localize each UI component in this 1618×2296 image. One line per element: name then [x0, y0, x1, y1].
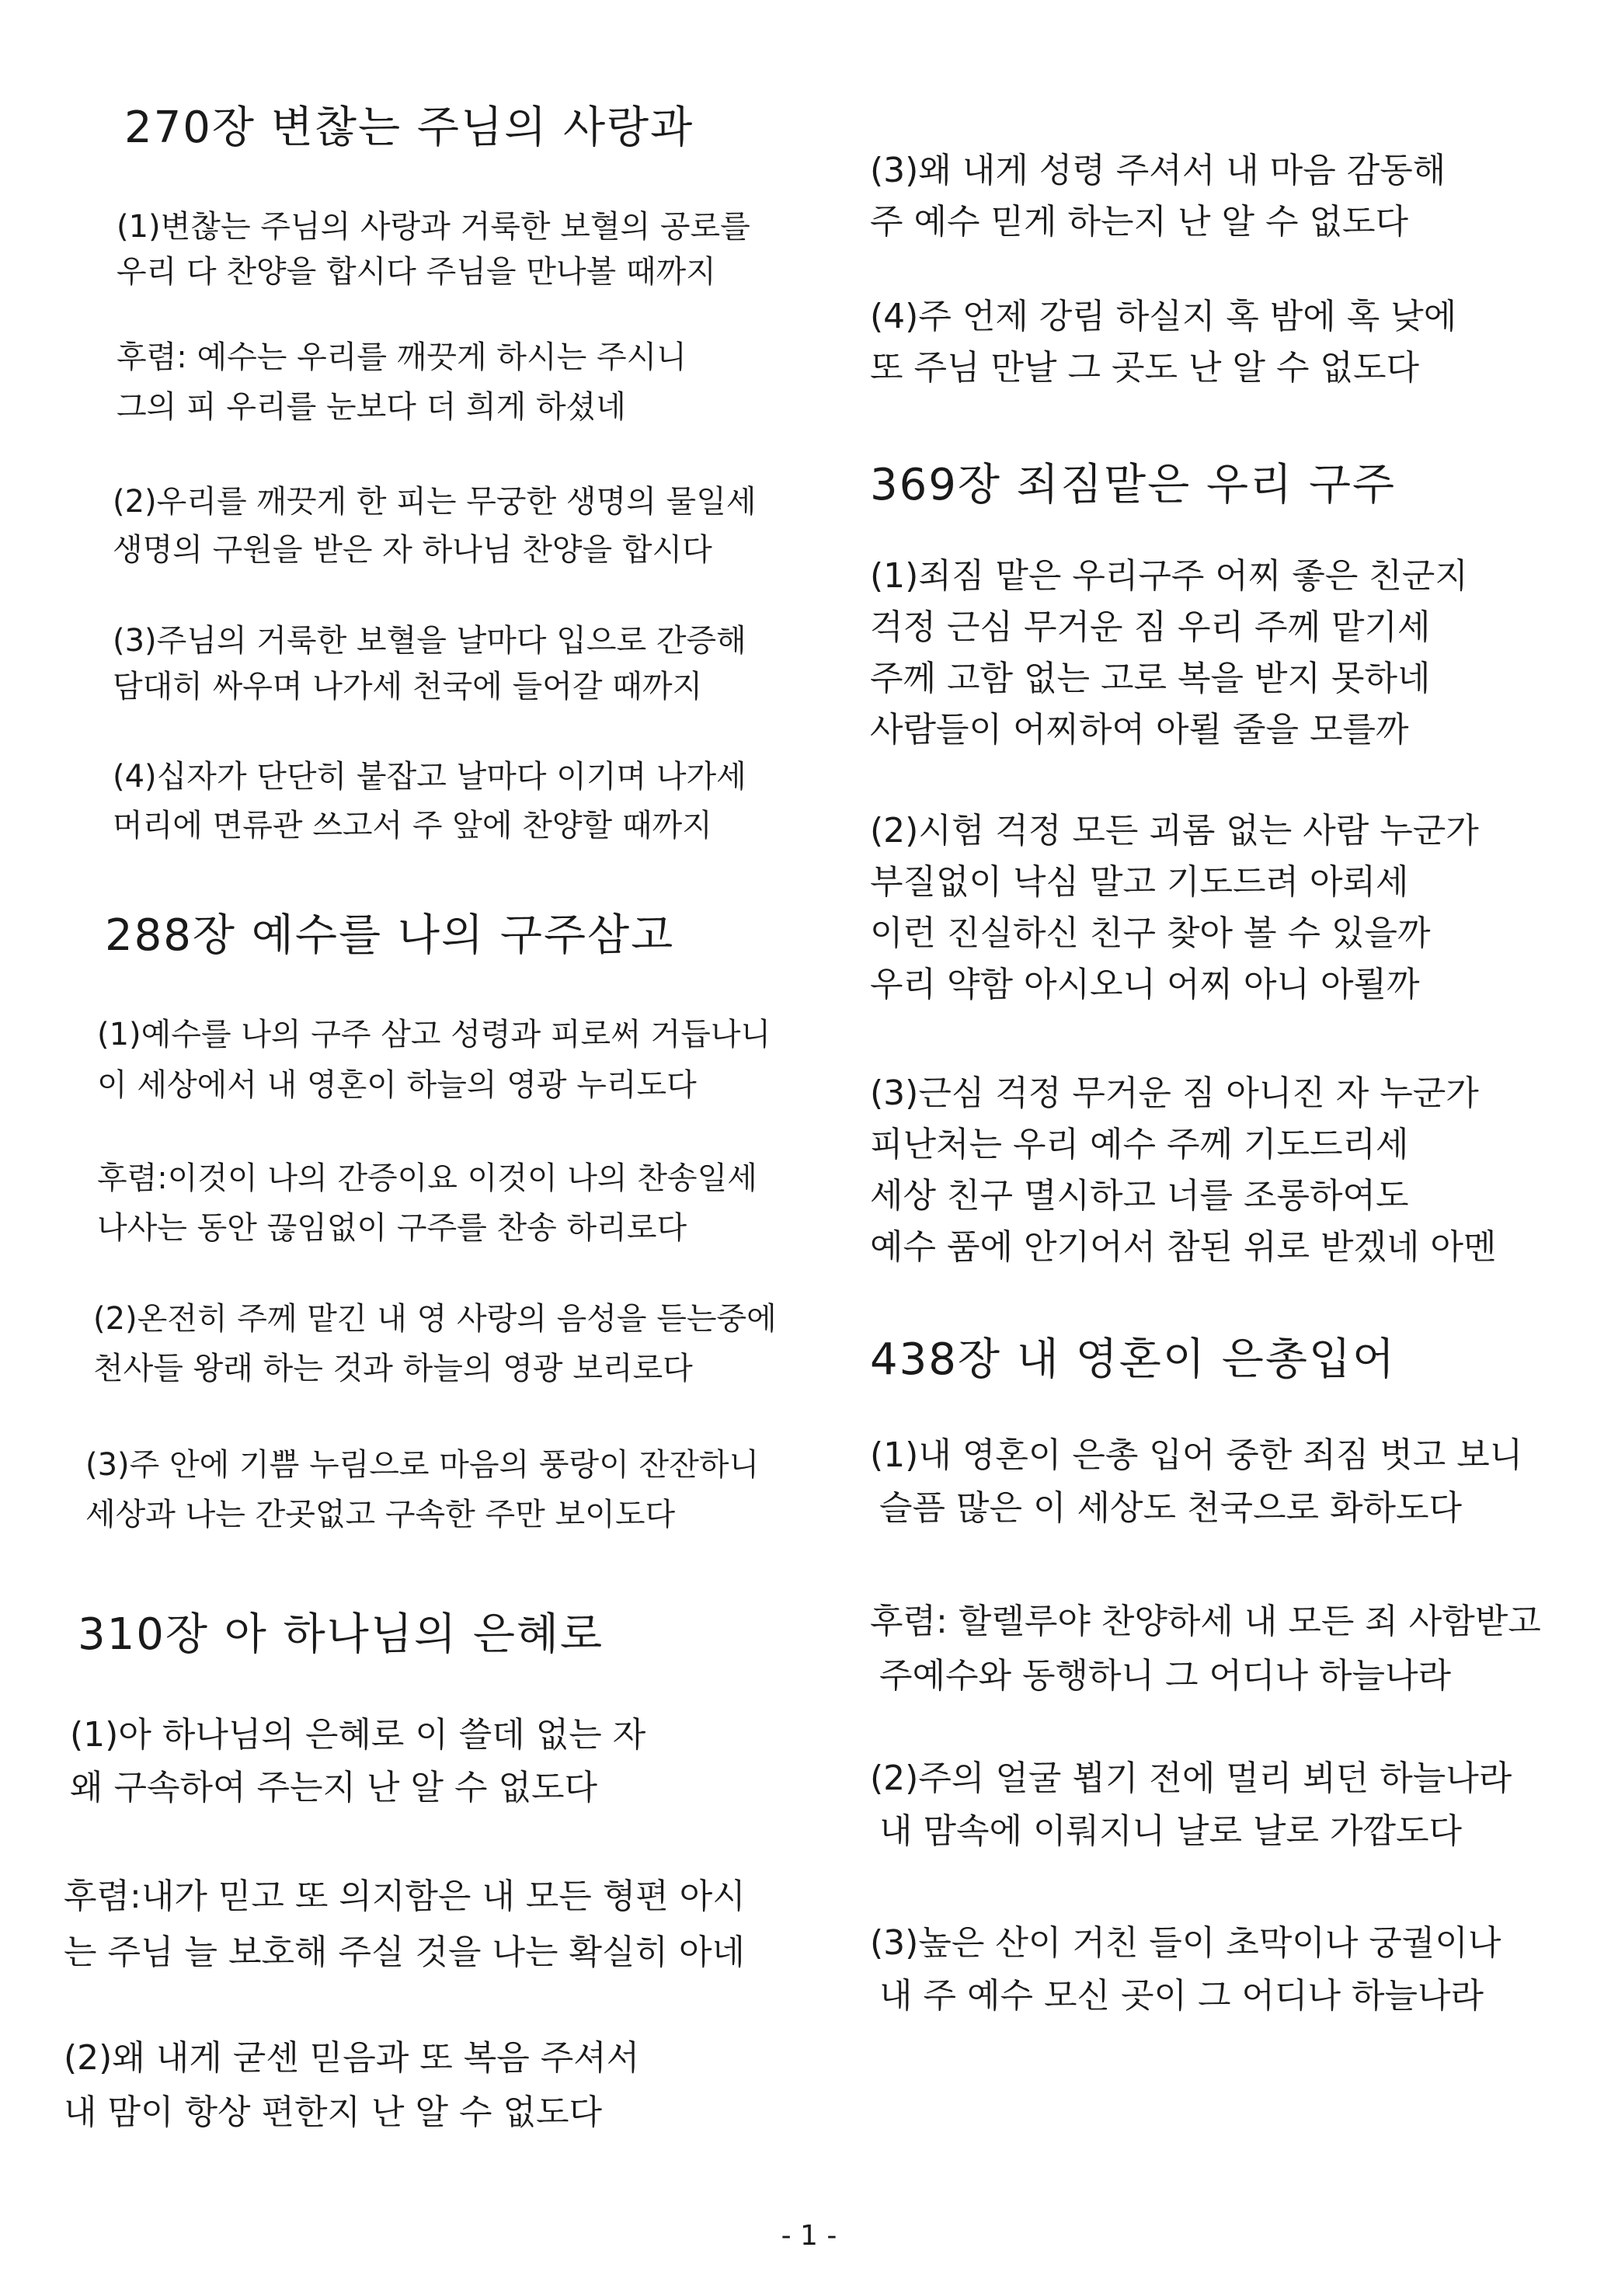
- hymn-369-verse-3-line-3: 세상 친구 멸시하고 너를 조롱하여도: [870, 1176, 1409, 1216]
- hymn-title-270: 270장 변찮는 주님의 사랑과: [124, 103, 694, 153]
- hymn-270-verse-3-line-2: 담대히 싸우며 나가세 천국에 들어갈 때까지: [113, 669, 703, 704]
- hymn-438-verse-3-line-2: 내 주 예수 모신 곳이 그 어디나 하늘나라: [879, 1976, 1484, 2016]
- hymn-270-verse-3-line-1: (3)주님의 거룩한 보혈을 날마다 입으로 간증해: [113, 623, 746, 659]
- hymn-288-chorus-line-1: 후렴:이것이 나의 간증이요 이것이 나의 찬송일세: [97, 1160, 757, 1196]
- hymn-369-verse-1-line-2: 걱정 근심 무거운 짐 우리 주께 맡기세: [870, 607, 1431, 647]
- hymn-310-verse-1-line-1: (1)아 하나님의 은혜로 이 쓸데 없는 자: [70, 1715, 646, 1755]
- hymn-288-verse-3-line-1: (3)주 안에 기쁨 누림으로 마음의 풍랑이 잔잔하니: [85, 1447, 760, 1483]
- hymn-288-verse-3-line-2: 세상과 나는 간곳없고 구속한 주만 보이도다: [85, 1497, 676, 1532]
- hymn-369-verse-3-line-2: 피난처는 우리 예수 주께 기도드리세: [870, 1125, 1409, 1164]
- hymn-310-verse-2-line-2: 내 맘이 항상 편한지 난 알 수 없도다: [64, 2092, 602, 2132]
- hymn-310-verse-2-line-1: (2)왜 내게 굳센 믿음과 또 복음 주셔서: [64, 2038, 640, 2078]
- hymn-288-verse-2-line-2: 천사들 왕래 하는 것과 하늘의 영광 보리로다: [93, 1351, 693, 1386]
- hymn-310-chorus-line-1: 후렴:내가 믿고 또 의지함은 내 모든 형편 아시: [64, 1877, 746, 1916]
- hymn-310-verse-4-line-1: (4)주 언제 강림 하실지 혹 밤에 혹 낮에: [870, 297, 1457, 336]
- hymn-369-verse-2-line-2: 부질없이 낙심 말고 기도드려 아뢰세: [870, 862, 1409, 902]
- hymn-369-verse-1-line-3: 주께 고함 없는 고로 복을 받지 못하네: [870, 659, 1431, 698]
- hymn-369-verse-2-line-1: (2)시험 걱정 모든 괴롬 없는 사람 누군가: [870, 811, 1479, 851]
- hymn-438-verse-1-line-1: (1)내 영혼이 은총 입어 중한 죄짐 벗고 보니: [870, 1435, 1523, 1475]
- hymn-369-verse-1-line-1: (1)죄짐 맡은 우리구주 어찌 좋은 친군지: [870, 556, 1468, 596]
- hymn-270-verse-2-line-1: (2)우리를 깨끗게 한 피는 무궁한 생명의 물일세: [113, 484, 757, 520]
- page-number: - 1 -: [781, 2220, 837, 2252]
- hymn-369-verse-3-line-1: (3)근심 걱정 무거운 짐 아니진 자 누군가: [870, 1073, 1479, 1113]
- hymn-288-verse-2-line-1: (2)온전히 주께 맡긴 내 영 사랑의 음성을 듣는중에: [93, 1301, 777, 1337]
- hymn-438-verse-2-line-1: (2)주의 얼굴 뵙기 전에 멀리 뵈던 하늘나라: [870, 1759, 1512, 1798]
- hymn-369-verse-1-line-4: 사람들이 어찌하여 아뢸 줄을 모를까: [870, 710, 1409, 750]
- hymn-438-verse-2-line-2: 내 맘속에 이뤄지니 날로 날로 가깝도다: [879, 1811, 1462, 1851]
- hymn-270-chorus-line-1: 후렴: 예수는 우리를 깨끗게 하시는 주시니: [117, 339, 687, 375]
- hymn-310-verse-4-line-2: 또 주님 만날 그 곳도 난 알 수 없도다: [870, 348, 1419, 388]
- hymn-310-verse-3-line-1: (3)왜 내게 성령 주셔서 내 마음 감동해: [870, 151, 1446, 190]
- hymn-title-288: 288장 예수를 나의 구주삼고: [105, 910, 675, 961]
- hymn-310-verse-1-line-2: 왜 구속하여 주는지 난 알 수 없도다: [70, 1768, 597, 1807]
- hymn-310-chorus-line-2: 는 주님 늘 보호해 주실 것을 나는 확실히 아네: [64, 1932, 745, 1972]
- hymn-270-verse-4-line-2: 머리에 면류관 쓰고서 주 앞에 찬양할 때까지: [113, 808, 712, 844]
- hymn-288-verse-1-line-2: 이 세상에서 내 영혼이 하늘의 영광 누리도다: [97, 1067, 697, 1103]
- hymn-369-verse-2-line-4: 우리 약함 아시오니 어찌 아니 아뢸까: [870, 965, 1420, 1004]
- hymn-title-369: 369장 죄짐맡은 우리 구주: [870, 460, 1397, 510]
- hymn-title-438: 438장 내 영혼이 은총입어: [870, 1334, 1397, 1385]
- hymn-title-310: 310장 아 하나님의 은혜로: [78, 1609, 604, 1660]
- hymn-438-chorus-line-1: 후렴: 할렐루야 찬양하세 내 모든 죄 사함받고: [870, 1602, 1541, 1641]
- hymn-270-verse-1-line-1: (1)변찮는 주님의 사랑과 거룩한 보혈의 공로를: [117, 209, 750, 245]
- hymn-288-chorus-line-2: 나사는 동안 끊임없이 구주를 찬송 하리로다: [97, 1210, 687, 1246]
- hymn-270-verse-2-line-2: 생명의 구원을 받은 자 하나님 찬양을 합시다: [113, 532, 712, 568]
- hymn-438-chorus-line-2: 주예수와 동행하니 그 어디나 하늘나라: [879, 1656, 1452, 1696]
- hymn-369-verse-2-line-3: 이런 진실하신 친구 찾아 볼 수 있을까: [870, 913, 1431, 953]
- hymn-438-verse-3-line-1: (3)높은 산이 거친 들이 초막이나 궁궐이나: [870, 1923, 1501, 1963]
- hymn-270-chorus-line-2: 그의 피 우리를 눈보다 더 희게 하셨네: [117, 389, 626, 425]
- hymn-438-verse-1-line-2: 슬픔 많은 이 세상도 천국으로 화하도다: [879, 1488, 1462, 1528]
- hymn-369-verse-3-line-4: 예수 품에 안기어서 참된 위로 받겠네 아멘: [870, 1227, 1497, 1267]
- hymn-270-verse-4-line-1: (4)십자가 단단히 붙잡고 날마다 이기며 나가세: [113, 759, 746, 795]
- hymn-310-verse-3-line-2: 주 예수 믿게 하는지 난 알 수 없도다: [870, 202, 1408, 242]
- hymn-288-verse-1-line-1: (1)예수를 나의 구주 삼고 성령과 피로써 거듭나니: [97, 1017, 771, 1052]
- hymn-270-verse-1-line-2: 우리 다 찬양을 합시다 주님을 만나볼 때까지: [117, 254, 716, 290]
